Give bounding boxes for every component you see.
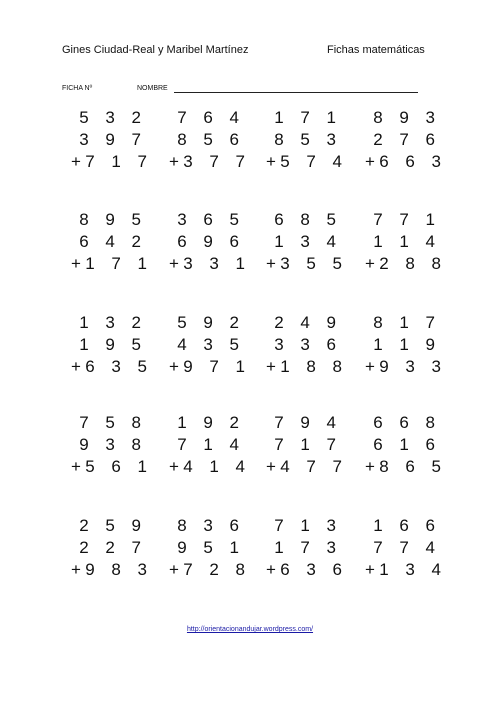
addend-bottom-row [169,151,251,173]
addend-bottom: 3 3 1 [183,254,251,273]
addend-bottom-row [266,356,348,378]
plus-sign: + [169,457,179,476]
addition-problem [266,107,348,173]
addition-problem [266,412,348,478]
addend-middle: 7 1 7 [274,435,342,454]
plus-sign: + [169,357,179,376]
addend-top: 1 9 2 [177,413,245,432]
addend-bottom-row [169,356,251,378]
addend-middle: 7 7 4 [373,538,441,557]
addend-top: 2 4 9 [274,313,342,332]
plus-sign: + [365,357,375,376]
name-label: NOMBRE [137,85,168,92]
plus-sign: + [71,560,81,579]
addend-middle: 2 2 7 [79,538,147,557]
addend-bottom: 3 7 7 [183,152,251,171]
addend-bottom: 1 3 4 [379,560,447,579]
addend-middle: 9 3 8 [79,435,147,454]
addend-middle: 1 3 4 [274,232,342,251]
plus-sign: + [365,152,375,171]
addend-bottom: 4 1 4 [183,457,251,476]
plus-sign: + [365,254,375,273]
addend-bottom-row [169,456,251,478]
addition-problem [365,412,447,478]
addition-problem [169,412,251,478]
addend-top: 1 3 2 [79,313,147,332]
addition-problem [71,312,153,378]
plus-sign: + [266,254,276,273]
footer [0,626,500,633]
plus-sign: + [266,560,276,579]
addend-bottom: 9 8 3 [85,560,153,579]
addend-top: 1 6 6 [373,516,441,535]
addend-bottom: 7 2 8 [183,560,251,579]
addend-middle: 1 1 4 [373,232,441,251]
addend-top: 7 1 3 [274,516,342,535]
addition-problem [71,107,153,173]
addend-middle: 4 3 5 [177,335,245,354]
addend-bottom: 3 5 5 [280,254,348,273]
addition-problem [365,107,447,173]
plus-sign: + [71,152,81,171]
addition-problem [365,515,447,581]
addend-top: 8 9 5 [79,210,147,229]
addend-bottom-row [266,151,348,173]
ficha-number-label: FICHA Nº [62,85,93,92]
plus-sign: + [365,560,375,579]
addend-bottom-row [266,253,348,275]
addend-bottom-row [365,356,447,378]
addend-top: 8 1 7 [373,313,441,332]
addition-problem [266,312,348,378]
addend-bottom-row [266,559,348,581]
addend-bottom-row [71,356,153,378]
plus-sign: + [266,457,276,476]
addend-bottom-row [169,559,251,581]
addend-top: 2 5 9 [79,516,147,535]
addend-bottom: 6 3 6 [280,560,348,579]
plus-sign: + [266,152,276,171]
addition-problem [365,209,447,275]
addend-bottom: 6 3 5 [85,357,153,376]
addend-middle: 3 9 7 [79,130,147,149]
plus-sign: + [71,457,81,476]
addend-bottom-row [365,253,447,275]
addend-bottom-row [71,151,153,173]
addend-middle: 1 9 5 [79,335,147,354]
addend-top: 6 8 5 [274,210,342,229]
addend-bottom: 9 3 3 [379,357,447,376]
addition-problem [266,515,348,581]
addend-bottom-row [71,456,153,478]
authors-header: Gines Ciudad-Real y Maribel Martínez [62,44,249,56]
addend-middle: 6 9 6 [177,232,245,251]
addend-bottom: 4 7 7 [280,457,348,476]
addend-bottom-row [365,559,447,581]
addition-problem [169,312,251,378]
addend-bottom: 5 6 1 [85,457,153,476]
addition-problem [169,107,251,173]
plus-sign: + [169,560,179,579]
addend-bottom: 5 7 4 [280,152,348,171]
plus-sign: + [266,357,276,376]
addend-bottom-row [71,253,153,275]
addend-top: 3 6 5 [177,210,245,229]
plus-sign: + [169,254,179,273]
addition-problem [71,515,153,581]
addend-bottom-row [169,253,251,275]
addend-top: 5 9 2 [177,313,245,332]
addend-bottom: 1 7 1 [85,254,153,273]
plus-sign: + [365,457,375,476]
addend-bottom-row [266,456,348,478]
subject-header: Fichas matemáticas [327,44,425,56]
addend-middle: 7 1 4 [177,435,245,454]
addend-top: 7 6 4 [177,108,245,127]
addend-bottom: 1 8 8 [280,357,348,376]
addend-bottom-row [71,559,153,581]
addition-problem [266,209,348,275]
addition-problem [365,312,447,378]
addend-middle: 8 5 6 [177,130,245,149]
addend-middle: 9 5 1 [177,538,245,557]
addend-middle: 3 3 6 [274,335,342,354]
addition-problem [71,412,153,478]
addend-middle: 1 7 3 [274,538,342,557]
addend-bottom: 8 6 5 [379,457,447,476]
addend-top: 7 9 4 [274,413,342,432]
addend-top: 8 3 6 [177,516,245,535]
addend-bottom: 2 8 8 [379,254,447,273]
addend-top: 8 9 3 [373,108,441,127]
addend-bottom: 7 1 7 [85,152,153,171]
addend-top: 5 3 2 [79,108,147,127]
addition-problem [169,209,251,275]
addition-problem [169,515,251,581]
addend-top: 6 6 8 [373,413,441,432]
addend-bottom-row [365,151,447,173]
addend-bottom: 6 6 3 [379,152,447,171]
addition-problem [71,209,153,275]
plus-sign: + [71,357,81,376]
addend-bottom-row [365,456,447,478]
addend-top: 1 7 1 [274,108,342,127]
addend-middle: 1 1 9 [373,335,441,354]
addend-middle: 6 1 6 [373,435,441,454]
addend-top: 7 5 8 [79,413,147,432]
addend-middle: 6 4 2 [79,232,147,251]
footer-link[interactable]: http://orientacionandujar.wordpress.com/ [186,626,314,633]
plus-sign: + [71,254,81,273]
plus-sign: + [169,152,179,171]
addend-middle: 8 5 3 [274,130,342,149]
addend-bottom: 9 7 1 [183,357,251,376]
addend-middle: 2 7 6 [373,130,441,149]
addend-top: 7 7 1 [373,210,441,229]
